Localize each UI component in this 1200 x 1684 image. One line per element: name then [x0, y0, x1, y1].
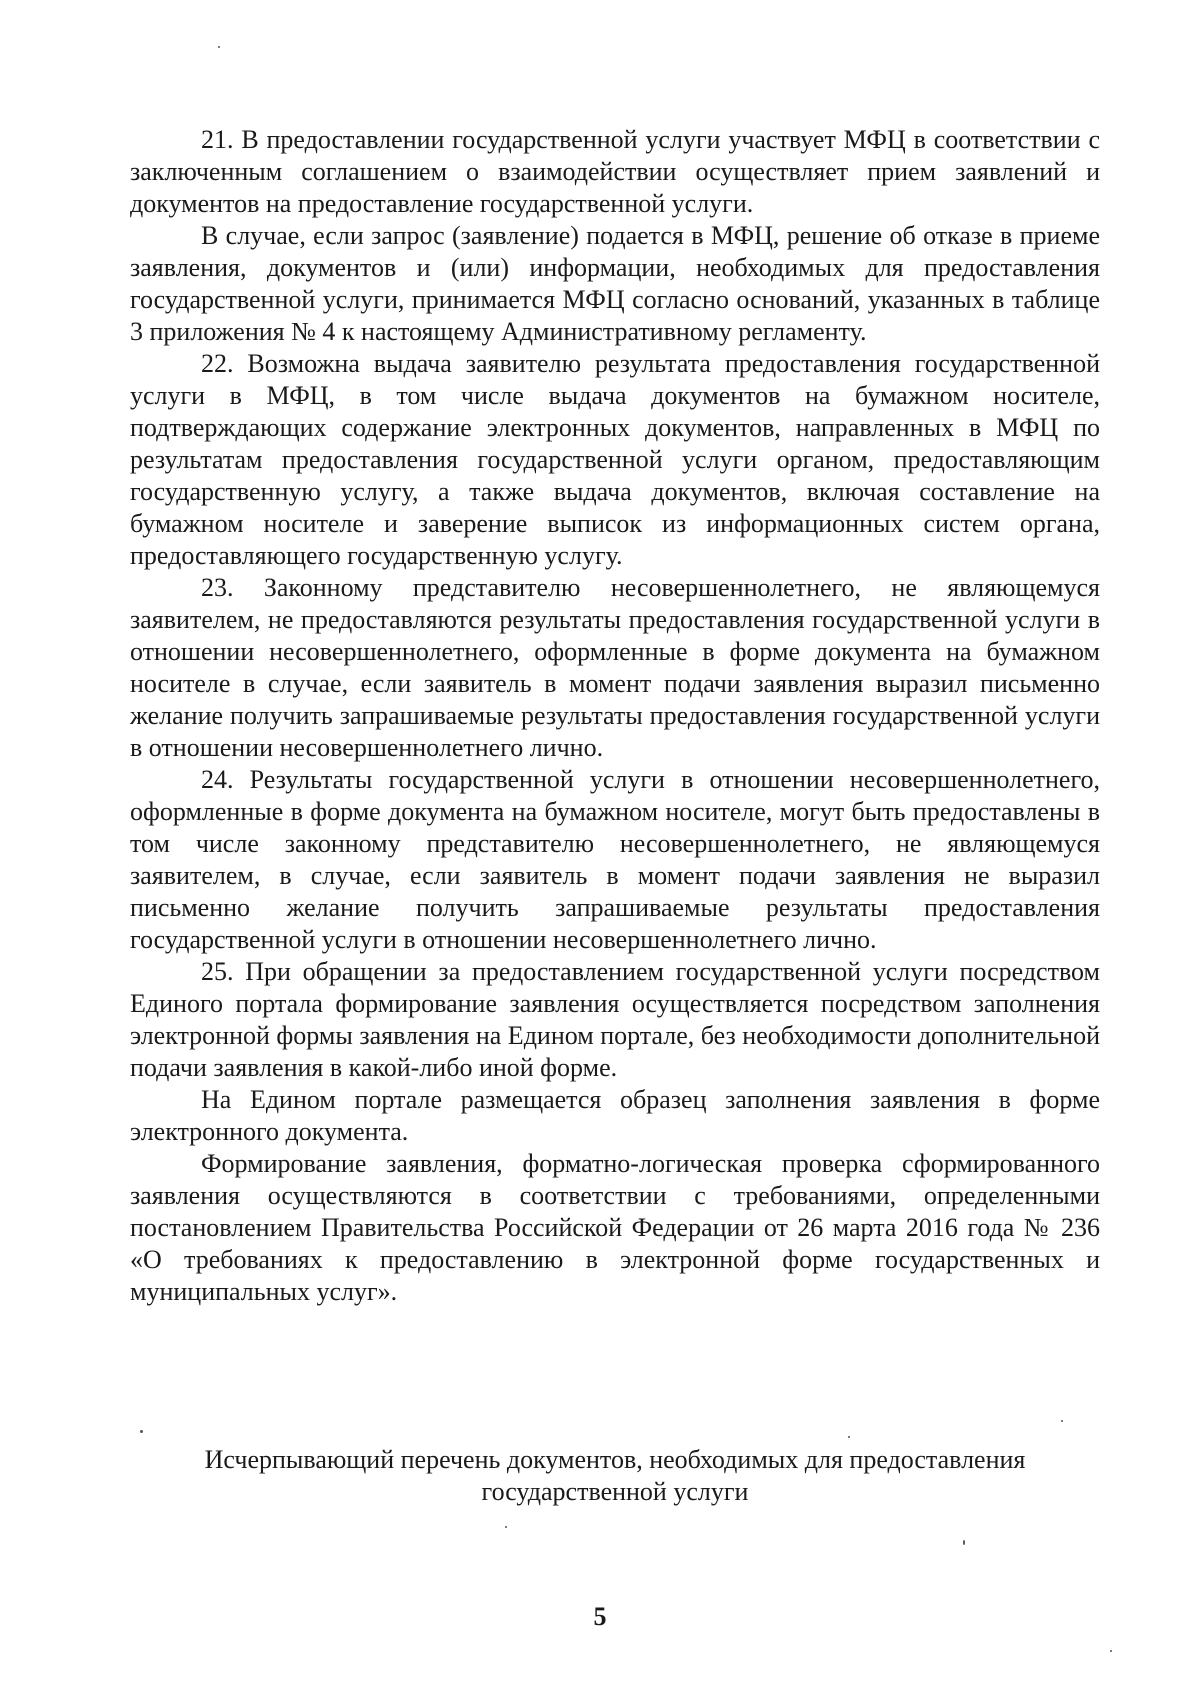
section-heading — [130, 1444, 1100, 1508]
paragraph-23: 23. Законному представителю несовершеннолетнего, не являющемуся заявителем, не предоставляются результаты предоставления государственной услуги в отношении несовершеннолетнего, оформленные в форме документа на бумажном носителе в случае, если заявитель в момент подачи заявления выразил письменно желание получить запрашиваемые результаты предоставления государственной услуги в отношении несовершеннолетнего лично. — [130, 573, 1100, 762]
paragraph-24: 24. Результаты государственной услуги в отношении несовершеннолетнего, оформленные в форме документа на бумажном носителе, могут быть предоставлены в том числе законному представителю несовершеннолетнего, не являющемуся заявителем, в случае, если заявитель в момент подачи заявления не выразил письменно желание получить запрашиваемые результаты предоставления государственной услуги в отношении несовершеннолетнего лично. — [130, 765, 1100, 954]
scan-speck — [218, 46, 220, 48]
paragraph-22: 22. Возможна выдача заявителю результата предоставления государственной услуги в МФЦ, в том числе выдача документов на бумажном носителе, подтверждающих содержание электронных документов, направленных в МФЦ по результатам предоставления государственной услуги органом, предоставляющим государственную услугу, а также выдача документов, включая составление на бумажном носителе и заверение выписок из информационных систем органа, предоставляющего государственную услугу. — [130, 349, 1100, 570]
scan-speck — [848, 1436, 850, 1438]
section-heading-line-2: государственной услуги — [481, 1477, 749, 1506]
scan-speck — [963, 1540, 965, 1545]
paragraph-25: 25. При обращении за предоставлением государственной услуги посредством Единого портала формирование заявления осуществляется посредством заполнения электронной формы заявления на Едином портале, без необходимости дополнительной подачи заявления в какой-либо иной форме. — [130, 957, 1100, 1082]
paragraph-25-sample: На Едином портале размещается образец заполнения заявления в форме электронного документа. — [130, 1085, 1100, 1146]
paragraph-25-requirements: Формирование заявления, форматно-логическая проверка сформированного заявления осуществляются в соответствии с требованиями, определенными постановлением Правительства Российской Федерации от 26 марта 2016 года № 236 «О требованиях к предоставлению в электронной форме государственных и муниципальных услуг». — [130, 1149, 1100, 1306]
section-heading-line-1: Исчерпывающий перечень документов, необходимых для предоставления — [204, 1445, 1026, 1474]
scan-speck — [1110, 1650, 1112, 1652]
scan-speck — [1061, 1420, 1063, 1422]
scan-speck — [140, 1430, 143, 1433]
page-number: 5 — [593, 1602, 607, 1631]
document-body — [130, 124, 1100, 1308]
paragraph-21-mfc-refusal: В случае, если запрос (заявление) подается в МФЦ, решение об отказе в приеме заявления, документов и (или) информации, необходимых для предоставления государственной услуги, принимается МФЦ согласно оснований, указанных в таблице 3 приложения № 4 к настоящему Административному регламенту. — [130, 221, 1100, 346]
scan-speck — [505, 1526, 507, 1528]
paragraph-21: 21. В предоставлении государственной услуги участвует МФЦ в соответствии с заключенным соглашением о взаимодействии осуществляет прием заявлений и документов на предоставление государственной услуги. — [130, 125, 1100, 218]
